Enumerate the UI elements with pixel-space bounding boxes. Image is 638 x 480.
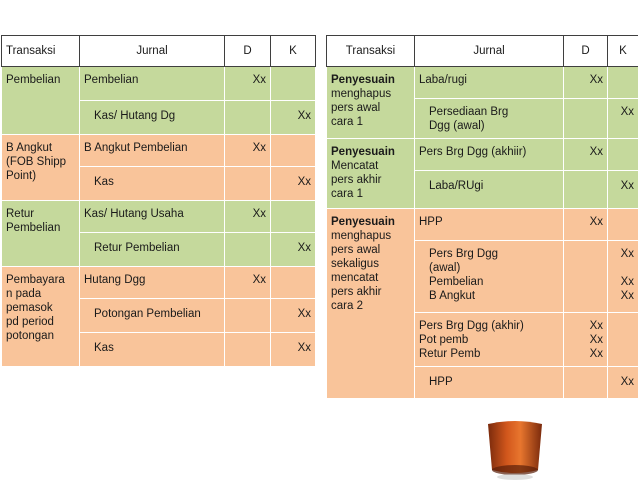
left-journal-table <box>1 35 316 367</box>
debit-value <box>564 99 608 139</box>
debit-value <box>225 299 271 333</box>
text-line: pers akhir <box>331 173 410 187</box>
text-line: Penyesuain <box>331 145 410 159</box>
debit-value: Xx <box>564 139 608 171</box>
transaksi-pembelian: Pembelian <box>2 67 80 135</box>
credit-value: Xx <box>608 99 638 139</box>
text-line: B Angkut <box>429 289 559 303</box>
jurnal-entry: HPP <box>415 209 564 241</box>
text-line: pers awal <box>331 243 410 257</box>
transaksi-pembayaran <box>2 267 80 367</box>
text-line: Dgg (awal) <box>429 119 559 133</box>
debit-value <box>564 313 608 367</box>
jurnal-entry <box>415 241 564 313</box>
text-line: Pembelian <box>6 221 75 235</box>
text-line: Retur <box>6 207 75 221</box>
jurnal-entry: HPP <box>415 367 564 399</box>
text-line: Penyesuain <box>331 73 410 87</box>
jurnal-entry: Laba/rugi <box>415 67 564 99</box>
text-line: Pers Brg Dgg (akhir) <box>419 319 559 333</box>
jurnal-entry: Kas/ Hutang Dg <box>80 101 225 135</box>
text-line: Xx <box>612 247 634 261</box>
jurnal-entry: Hutang Dgg <box>80 267 225 299</box>
table-row <box>327 67 638 99</box>
transaksi-angkut <box>2 135 80 201</box>
debit-value <box>225 101 271 135</box>
table-row <box>327 209 638 241</box>
credit-value <box>271 201 316 233</box>
debit-value: Xx <box>225 201 271 233</box>
credit-value: Xx <box>608 367 638 399</box>
text-line: n pada <box>6 287 75 301</box>
debit-value <box>564 367 608 399</box>
text-line: (awal) <box>429 261 559 275</box>
text-line: Xx <box>568 333 603 347</box>
credit-value <box>608 313 638 367</box>
jurnal-entry: Laba/RUgi <box>415 171 564 209</box>
debit-value <box>564 171 608 209</box>
text-line: cara 1 <box>331 115 410 129</box>
text-line: Xx <box>568 319 603 333</box>
text-line: Pembayara <box>6 273 75 287</box>
jurnal-entry: Potongan Pembelian <box>80 299 225 333</box>
header-k: K <box>271 36 316 67</box>
credit-value: Xx <box>271 167 316 201</box>
text-line: pemasok <box>6 301 75 315</box>
table-row <box>2 135 316 167</box>
debit-value: Xx <box>564 67 608 99</box>
credit-value <box>608 67 638 99</box>
debit-value <box>564 241 608 313</box>
text-line: mencatat <box>331 271 410 285</box>
jurnal-entry: Kas <box>80 333 225 367</box>
text-line: Xx <box>568 347 603 361</box>
text-line: Pot pemb <box>419 333 559 347</box>
header-d: D <box>225 36 271 67</box>
debit-value: Xx <box>564 209 608 241</box>
header-d: D <box>564 36 608 67</box>
credit-value: Xx <box>271 299 316 333</box>
credit-value: Xx <box>271 233 316 267</box>
text-line: Mencatat <box>331 159 410 173</box>
lantern-decoration-icon <box>484 420 546 480</box>
credit-value: Xx <box>271 333 316 367</box>
debit-value: Xx <box>225 267 271 299</box>
header-k: K <box>608 36 638 67</box>
credit-value <box>608 209 638 241</box>
text-line: (FOB Shipp <box>6 155 75 169</box>
jurnal-entry: Kas <box>80 167 225 201</box>
text-line: Penyesuain <box>331 215 410 229</box>
table-row <box>2 267 316 299</box>
jurnal-entry: Pers Brg Dgg (akhiir) <box>415 139 564 171</box>
text-line: B Angkut <box>6 141 75 155</box>
text-line: pd period <box>6 315 75 329</box>
header-transaksi: Transaksi <box>327 36 415 67</box>
transaksi-penyesuaian-1 <box>327 67 415 139</box>
text-line: cara 1 <box>331 187 410 201</box>
header-jurnal: Jurnal <box>80 36 225 67</box>
debit-value <box>225 233 271 267</box>
text-line: Xx <box>612 275 634 289</box>
text-line: Persediaan Brg <box>429 105 559 119</box>
text-line: potongan <box>6 329 75 343</box>
credit-value <box>271 67 316 101</box>
transaksi-retur <box>2 201 80 267</box>
header-transaksi: Transaksi <box>2 36 80 67</box>
credit-value: Xx <box>608 171 638 209</box>
credit-value <box>271 267 316 299</box>
text-line: Xx <box>612 289 634 303</box>
right-header-row <box>327 36 638 67</box>
debit-value <box>225 333 271 367</box>
jurnal-entry: B Angkut Pembelian <box>80 135 225 167</box>
text-line: Retur Pemb <box>419 347 559 361</box>
table-row <box>327 139 638 171</box>
text-line: pers awal <box>331 101 410 115</box>
text-line: sekaligus <box>331 257 410 271</box>
credit-value <box>271 135 316 167</box>
table-row <box>2 67 316 101</box>
text-line: cara 2 <box>331 299 410 313</box>
text-line: Point) <box>6 169 75 183</box>
credit-value <box>608 241 638 313</box>
credit-value <box>608 139 638 171</box>
text-line: Pembelian <box>429 275 559 289</box>
jurnal-entry: Pembelian <box>80 67 225 101</box>
debit-value: Xx <box>225 135 271 167</box>
transaksi-penyesuaian-3 <box>327 209 415 399</box>
table-row <box>2 201 316 233</box>
jurnal-entry <box>415 99 564 139</box>
transaksi-penyesuaian-2 <box>327 139 415 209</box>
debit-value <box>225 167 271 201</box>
jurnal-entry: Kas/ Hutang Usaha <box>80 201 225 233</box>
jurnal-entry <box>415 313 564 367</box>
text-line: menghapus <box>331 87 410 101</box>
right-journal-table <box>326 35 638 399</box>
credit-value: Xx <box>271 101 316 135</box>
left-header-row <box>2 36 316 67</box>
jurnal-entry: Retur Pembelian <box>80 233 225 267</box>
header-jurnal: Jurnal <box>415 36 564 67</box>
debit-value: Xx <box>225 67 271 101</box>
text-line: Pers Brg Dgg <box>429 247 559 261</box>
text-line: menghapus <box>331 229 410 243</box>
text-line: pers akhir <box>331 285 410 299</box>
